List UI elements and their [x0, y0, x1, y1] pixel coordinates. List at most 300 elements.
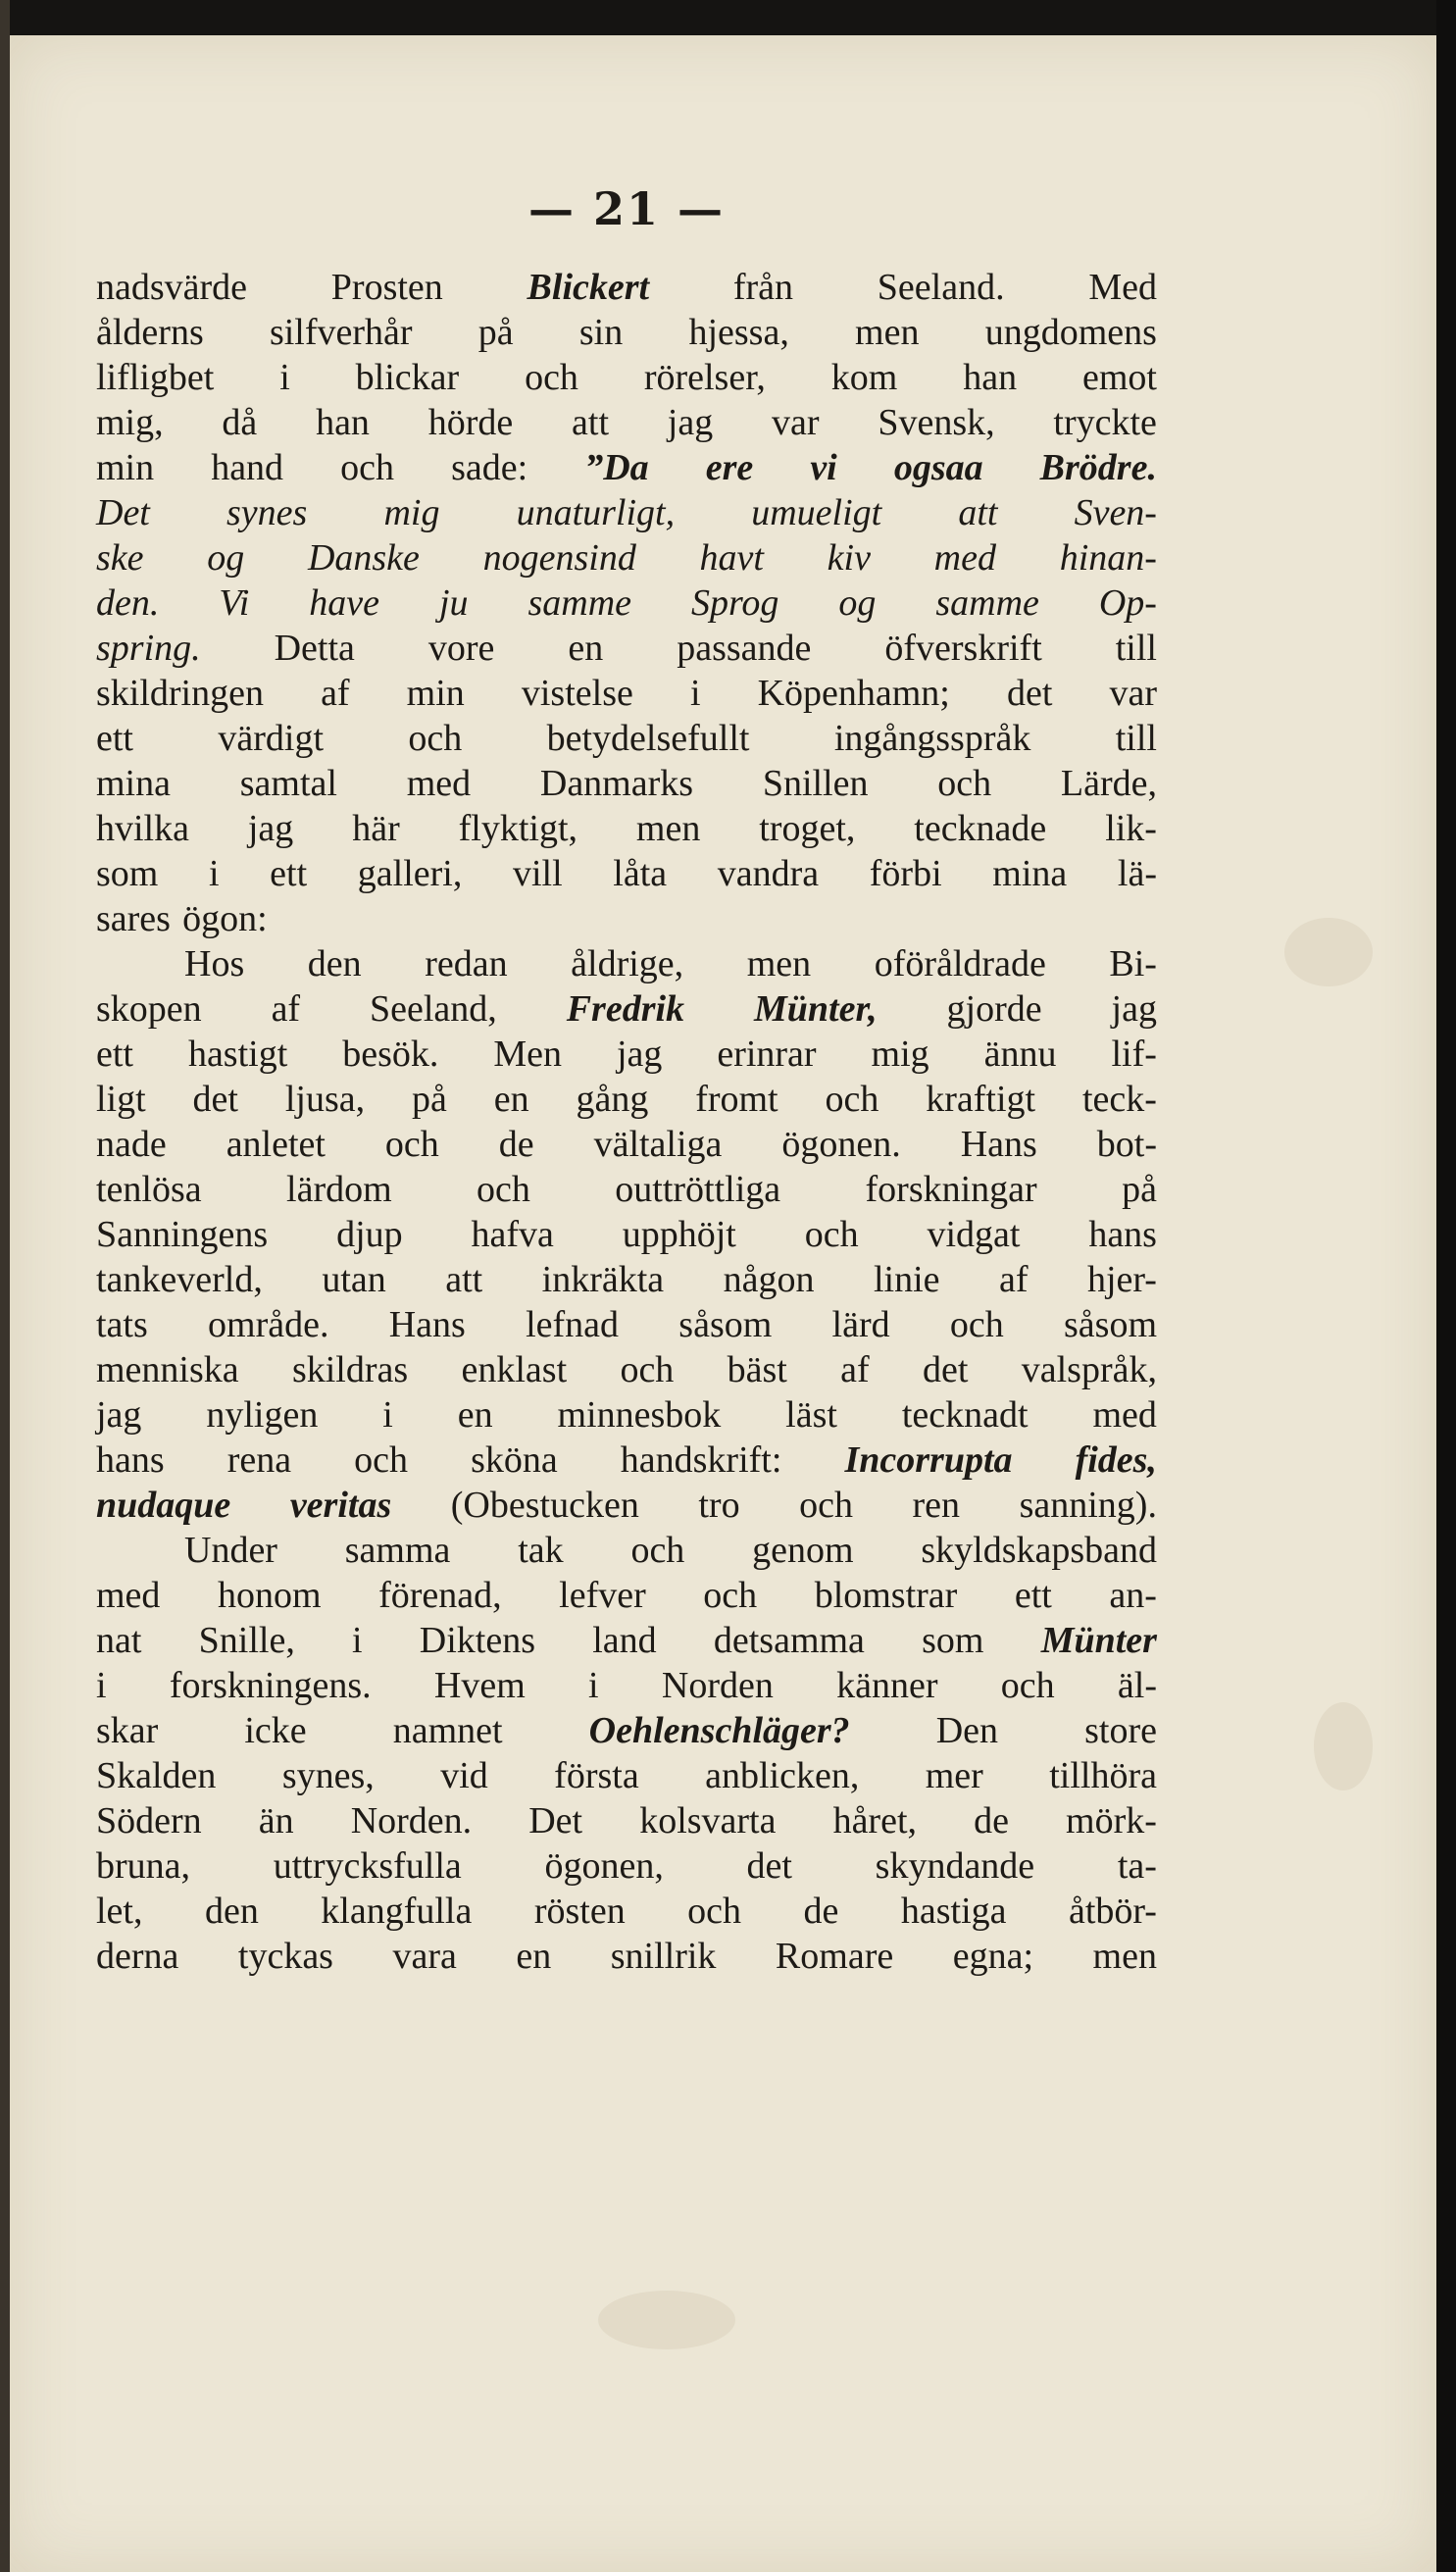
word: på: [411, 1079, 447, 1120]
word: af: [998, 1259, 1029, 1300]
word: tecknadt: [901, 1394, 1029, 1436]
text-line: [96, 1528, 1157, 1573]
word: samtal: [239, 763, 337, 804]
word: Hans: [388, 1304, 466, 1345]
text-line: [96, 1347, 1157, 1392]
word: lefver: [559, 1575, 646, 1616]
word: menniska: [96, 1349, 239, 1390]
word: sanning).: [1019, 1485, 1157, 1526]
word: lärd: [831, 1304, 890, 1345]
word: här: [352, 808, 400, 849]
word: enklast: [461, 1349, 568, 1390]
word: hans: [96, 1439, 165, 1481]
word: bäst: [727, 1349, 787, 1390]
word: nat: [96, 1620, 142, 1661]
emphasized-word: ere: [705, 447, 754, 488]
word: lä-: [1117, 853, 1157, 894]
word: åtbör-: [1068, 1891, 1157, 1932]
word: tro: [698, 1485, 740, 1526]
word: ren: [912, 1485, 961, 1526]
text-line: [96, 535, 1157, 580]
word: i: [382, 1394, 393, 1436]
word: såsom: [678, 1304, 773, 1345]
word: än: [258, 1800, 294, 1841]
word: ett: [96, 1034, 133, 1075]
word: sin: [578, 312, 624, 353]
emphasized-word: umueligt: [751, 492, 882, 533]
word: Det: [528, 1800, 583, 1841]
word: store: [1084, 1710, 1157, 1751]
word: ett: [96, 718, 133, 759]
word: derna: [96, 1936, 179, 1977]
word: Seeland,: [370, 988, 497, 1030]
word: en: [568, 628, 604, 669]
word: till: [1115, 628, 1157, 669]
word: hjessa,: [688, 312, 789, 353]
text-line: [96, 1798, 1157, 1843]
emphasized-word: ske: [96, 537, 144, 579]
text-line: [96, 1573, 1157, 1618]
word: det: [746, 1845, 792, 1887]
emphasized-word: Incorrupta: [844, 1439, 1013, 1481]
word: forskningens.: [169, 1665, 372, 1706]
text-line: [96, 671, 1157, 716]
word: min: [96, 447, 155, 488]
emphasized-word: Münter: [1040, 1620, 1157, 1661]
word: let,: [96, 1891, 143, 1932]
emphasized-word: og: [207, 537, 245, 579]
word: samma: [344, 1530, 451, 1571]
word: och: [825, 1079, 879, 1120]
word: galleri,: [357, 853, 463, 894]
word: nade: [96, 1124, 167, 1165]
word: och: [477, 1169, 530, 1210]
word: mina: [992, 853, 1068, 894]
word: jag: [616, 1034, 663, 1075]
word: låta: [613, 853, 668, 894]
word: Hvem: [433, 1665, 526, 1706]
word: skar: [96, 1710, 159, 1751]
text-line: [96, 626, 1157, 671]
word: vistelse: [521, 673, 633, 714]
page-text: [96, 182, 1157, 1979]
word: ingångsspråk: [833, 718, 1031, 759]
word: det: [192, 1079, 238, 1120]
word: vidgat: [927, 1214, 1021, 1255]
word: Norden.: [350, 1800, 473, 1841]
word: på: [1122, 1169, 1157, 1210]
word: var: [772, 402, 820, 443]
emphasized-word: samme: [527, 582, 632, 624]
word: han: [963, 357, 1018, 398]
word: anletet: [226, 1124, 326, 1165]
word: förbi: [869, 853, 942, 894]
word: han: [316, 402, 370, 443]
word: då: [222, 402, 258, 443]
word: utan: [322, 1259, 386, 1300]
emphasized-word: nogensind: [482, 537, 636, 579]
word: sköna: [471, 1439, 558, 1481]
emphasized-word: Sven-: [1074, 492, 1157, 533]
word: jag: [247, 808, 294, 849]
word: vara: [392, 1936, 457, 1977]
word: såsom: [1064, 1304, 1157, 1345]
word: hans: [1088, 1214, 1157, 1255]
word: hafva: [471, 1214, 554, 1255]
word: vandra: [717, 853, 820, 894]
text-line: [96, 355, 1157, 400]
emphasized-word: havt: [699, 537, 764, 579]
word: Lärde,: [1060, 763, 1157, 804]
word: Detta: [274, 628, 355, 669]
text-line: [96, 1392, 1157, 1437]
paper-stain: [1284, 918, 1373, 986]
text-line: [96, 1483, 1157, 1528]
word: skyldskapsband: [921, 1530, 1157, 1571]
emphasized-word: den.: [96, 582, 160, 624]
word: hand: [211, 447, 284, 488]
word: outtröttliga: [615, 1169, 781, 1210]
book-page: [10, 35, 1436, 2572]
word: värdigt: [218, 718, 324, 759]
word: på: [477, 312, 514, 353]
word: fromt: [695, 1079, 778, 1120]
word: i: [279, 357, 290, 398]
word: att: [572, 402, 610, 443]
word: Södern: [96, 1800, 202, 1841]
word: Sanningens: [96, 1214, 269, 1255]
word: teck-: [1081, 1079, 1157, 1120]
word: var: [1109, 673, 1157, 714]
emphasized-word: veritas: [289, 1485, 392, 1526]
word: de: [498, 1124, 534, 1165]
word: ålderns: [96, 312, 204, 353]
word: och: [525, 357, 578, 398]
text-line: [96, 761, 1157, 806]
word: ögon:: [182, 898, 268, 939]
word: klangfulla: [321, 1891, 473, 1932]
word: lik-: [1105, 808, 1157, 849]
word: den: [307, 943, 362, 984]
word: snillrik: [610, 1936, 717, 1977]
word: vill: [512, 853, 563, 894]
word: djup: [336, 1214, 403, 1255]
text-line: [96, 400, 1157, 445]
word: ögonen,: [544, 1845, 664, 1887]
emphasized-word: Blickert: [527, 267, 650, 308]
word: (Obestucken: [450, 1485, 639, 1526]
word: gjorde: [946, 988, 1042, 1030]
text-line: [96, 1077, 1157, 1122]
word: ännu: [983, 1034, 1057, 1075]
word: af: [271, 988, 301, 1030]
word: tankeverld,: [96, 1259, 263, 1300]
word: namnet: [392, 1710, 503, 1751]
word: Danmarks: [539, 763, 694, 804]
word: sade:: [451, 447, 528, 488]
emphasized-word: kiv: [827, 537, 871, 579]
word: som: [96, 853, 159, 894]
word: och: [1000, 1665, 1055, 1706]
emphasized-word: fides,: [1075, 1439, 1157, 1481]
word: mig,: [96, 402, 164, 443]
text-line: [96, 1708, 1157, 1753]
body-text: [96, 265, 1157, 1979]
word: att: [445, 1259, 483, 1300]
word: emot: [1081, 357, 1157, 398]
word: hastiga: [900, 1891, 1007, 1932]
emphasized-word: ”Da: [584, 447, 649, 488]
word: ett: [270, 853, 308, 894]
text-line: [96, 941, 1157, 986]
word: tenlösa: [96, 1169, 202, 1210]
word: ögonen.: [781, 1124, 901, 1165]
word: jag: [667, 402, 714, 443]
word: Diktens: [419, 1620, 536, 1661]
text-line: [96, 1032, 1157, 1077]
word: vore: [427, 628, 495, 669]
word: linie: [873, 1259, 940, 1300]
word: nadsvärde: [96, 267, 248, 308]
word: den: [204, 1891, 259, 1932]
word: oföråldrade: [874, 943, 1046, 984]
word: Snille,: [198, 1620, 295, 1661]
word: Bi-: [1109, 943, 1157, 984]
emphasized-word: Det: [96, 492, 150, 533]
word: minnesbok: [557, 1394, 722, 1436]
text-line: [96, 1437, 1157, 1483]
word: redan: [425, 943, 508, 984]
scan-border-right: [1436, 0, 1456, 2572]
word: jag: [1111, 988, 1157, 1030]
word: min: [406, 673, 465, 714]
emphasized-word: Op-: [1098, 582, 1157, 624]
text-line: [96, 1843, 1157, 1889]
text-line: [96, 1663, 1157, 1708]
word: kom: [830, 357, 898, 398]
word: lifligbet: [96, 357, 215, 398]
word: en: [516, 1936, 552, 1977]
word: äl-: [1117, 1665, 1157, 1706]
word: flyktigt,: [458, 808, 578, 849]
word: håret,: [832, 1800, 918, 1841]
word: Seeland.: [877, 267, 1005, 308]
word: erinrar: [717, 1034, 817, 1075]
word: och: [804, 1214, 859, 1255]
word: sares: [96, 898, 171, 939]
word: men: [1092, 1936, 1157, 1977]
word: af: [840, 1349, 870, 1390]
word: det: [923, 1349, 969, 1390]
text-line: [96, 580, 1157, 626]
emphasized-word: att: [958, 492, 998, 533]
word: från: [732, 267, 794, 308]
emphasized-word: Vi: [219, 582, 250, 624]
word: och: [949, 1304, 1004, 1345]
word: mörk-: [1066, 1800, 1157, 1841]
word: nyligen: [206, 1394, 319, 1436]
word: Hos: [184, 943, 245, 984]
word: Skalden: [96, 1755, 217, 1796]
word: tryckte: [1053, 402, 1157, 443]
word: med: [1092, 1394, 1157, 1436]
text-line: [96, 851, 1157, 896]
word: som: [922, 1620, 984, 1661]
paper-stain: [1314, 1702, 1373, 1790]
text-line: [96, 445, 1157, 490]
text-line: [96, 1753, 1157, 1798]
text-line: [96, 1257, 1157, 1302]
word: en: [457, 1394, 493, 1436]
word: ljusa,: [284, 1079, 366, 1120]
emphasized-word: Danske: [307, 537, 420, 579]
word: Köpenhamn;: [757, 673, 950, 714]
word: Romare: [775, 1936, 894, 1977]
word: Under: [184, 1530, 277, 1571]
word: icke: [244, 1710, 307, 1751]
text-line: [96, 265, 1157, 310]
word: af: [321, 673, 350, 714]
emphasized-word: hinan-: [1059, 537, 1157, 579]
word: och: [620, 1349, 675, 1390]
word: och: [703, 1575, 758, 1616]
emphasized-word: mig: [383, 492, 440, 533]
word: öfverskrift: [884, 628, 1042, 669]
word: förenad,: [378, 1575, 502, 1616]
word: hvilka: [96, 808, 189, 849]
word: silfverhår: [269, 312, 413, 353]
word: de: [803, 1891, 839, 1932]
word: Prosten: [330, 267, 443, 308]
text-line: [96, 1934, 1157, 1979]
word: i: [96, 1665, 107, 1706]
word: läst: [785, 1394, 837, 1436]
word: känner: [836, 1665, 938, 1706]
word: och: [799, 1485, 853, 1526]
word: skyndande: [875, 1845, 1035, 1887]
emphasized-word: ju: [438, 582, 469, 624]
word: troget,: [759, 808, 856, 849]
word: och: [384, 1124, 439, 1165]
word: vältaliga: [593, 1124, 723, 1165]
word: lärdom: [286, 1169, 392, 1210]
word: någon: [723, 1259, 815, 1300]
word: ta-: [1117, 1845, 1157, 1887]
word: och: [687, 1891, 742, 1932]
word: i: [208, 853, 220, 894]
word: hastigt: [187, 1034, 288, 1075]
scan-border-top: [0, 0, 1456, 35]
word: tillhöra: [1049, 1755, 1157, 1796]
word: kraftigt: [926, 1079, 1036, 1120]
word: genom: [752, 1530, 854, 1571]
word: skildringen: [96, 673, 264, 714]
word: forskningar: [865, 1169, 1037, 1210]
word: men: [635, 808, 701, 849]
word: skopen: [96, 988, 202, 1030]
text-line: [96, 310, 1157, 355]
emphasized-word: nudaque: [96, 1485, 231, 1526]
word: uttrycksfulla: [273, 1845, 462, 1887]
emphasized-word: med: [933, 537, 996, 579]
emphasized-word: og: [838, 582, 877, 624]
emphasized-word: samme: [935, 582, 1039, 624]
text-line: [96, 1212, 1157, 1257]
word: an-: [1109, 1575, 1157, 1616]
word: gång: [576, 1079, 649, 1120]
word: mig: [871, 1034, 929, 1075]
word: ungdomens: [984, 312, 1157, 353]
word: ligt: [96, 1079, 146, 1120]
text-line: [96, 1889, 1157, 1934]
word: inkräkta: [541, 1259, 665, 1300]
emphasized-word: ogsaa: [893, 447, 983, 488]
word: detsamma: [713, 1620, 865, 1661]
word: med: [406, 763, 472, 804]
word: blickar: [355, 357, 460, 398]
emphasized-word: Brödre.: [1039, 447, 1157, 488]
text-line: [96, 896, 1157, 941]
word: mina: [96, 763, 171, 804]
word: i: [689, 673, 701, 714]
word: hjer-: [1086, 1259, 1157, 1300]
word: Men: [493, 1034, 562, 1075]
word: i: [588, 1665, 599, 1706]
word: en: [493, 1079, 529, 1120]
word: de: [974, 1800, 1009, 1841]
word: till: [1115, 718, 1157, 759]
word: med: [96, 1575, 161, 1616]
word: bot-: [1096, 1124, 1157, 1165]
emphasized-word: have: [309, 582, 379, 624]
text-line: [96, 1122, 1157, 1167]
word: mer: [925, 1755, 983, 1796]
text-line: [96, 1167, 1157, 1212]
emphasized-word: Fredrik: [566, 988, 685, 1030]
word: valspråk,: [1021, 1349, 1157, 1390]
page-number: — 21 —: [527, 182, 726, 235]
word: hörde: [427, 402, 514, 443]
word: anblicken,: [705, 1755, 860, 1796]
word: passande: [677, 628, 812, 669]
word: upphöjt: [622, 1214, 736, 1255]
paper-stain: [598, 2291, 735, 2349]
word: Snillen: [762, 763, 869, 804]
scan-border-left: [0, 0, 10, 2572]
word: rörelser,: [643, 357, 766, 398]
text-line: [96, 806, 1157, 851]
word: synes,: [281, 1755, 375, 1796]
emphasized-word: Münter,: [753, 988, 878, 1030]
word: tats: [96, 1304, 148, 1345]
word: ett: [1014, 1575, 1052, 1616]
word: tecknade: [914, 808, 1047, 849]
text-line: [96, 986, 1157, 1032]
word: lif-: [1111, 1034, 1157, 1075]
word: kolsvarta: [639, 1800, 777, 1841]
emphasized-word: Sprog: [691, 582, 779, 624]
word: och: [354, 1439, 409, 1481]
word: handskrift:: [620, 1439, 782, 1481]
word: men: [746, 943, 812, 984]
word: men: [855, 312, 920, 353]
word: Svensk,: [878, 402, 995, 443]
word: blomstrar: [814, 1575, 958, 1616]
word: det: [1006, 673, 1053, 714]
word: och: [937, 763, 992, 804]
word: egna;: [952, 1936, 1034, 1977]
emphasized-word: Oehlenschläger?: [588, 1710, 850, 1751]
